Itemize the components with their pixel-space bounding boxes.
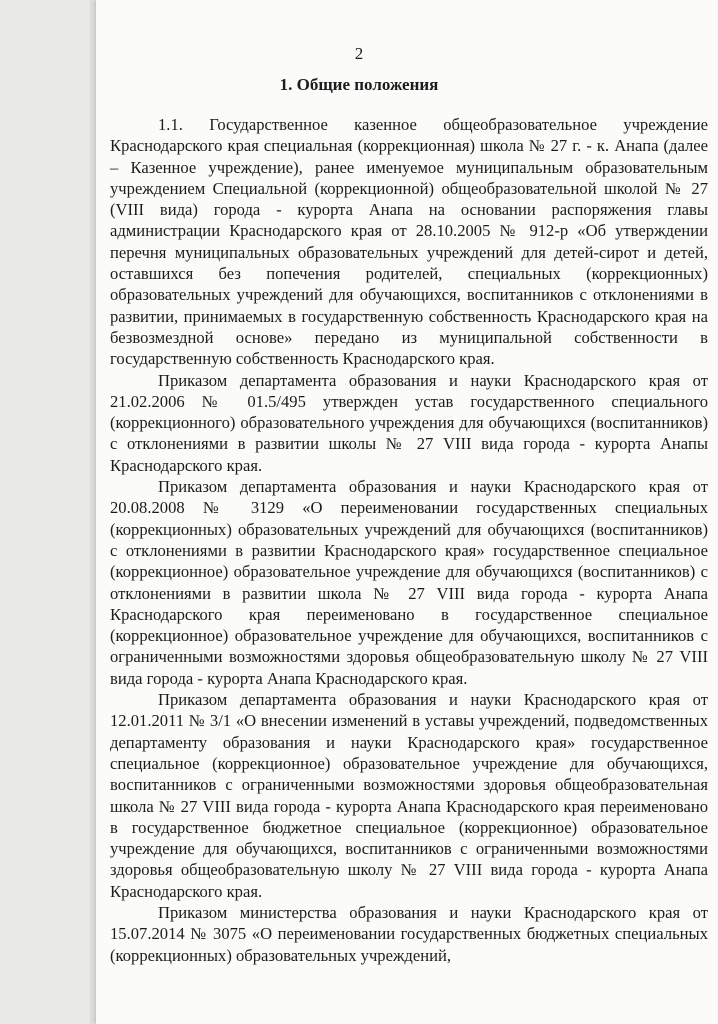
page-number: 2 xyxy=(354,44,364,63)
paragraph-order-2006: Приказом департамента образования и науки Краснодарского края от 21.02.2006 № 01.5/495 утвержден устав государственного специального (коррекционного) образовательного учреждения для обучающихся (воспитанников) с отклонениями в развитии школы № 27 VIII вида города - курорта Анапы Краснодарского края. xyxy=(110,370,708,475)
document-body xyxy=(110,114,708,966)
section-heading: 1. Общие положения xyxy=(279,75,439,94)
paragraph-1-1: 1.1. Государственное казенное общеобразовательное учреждение Краснодарского края специальная (коррекционная) школа № 27 г. - к. Анапа (далее – Казенное учреждение), ранее именуемое муниципальным образовательным учреждением Специальной (коррекционной) общеобразовательной школой № 27 (VIII вида) города - курорта Анапа на основании распоряжения главы администрации Краснодарского края от 28.10.2005 № 912-р «Об утверждении перечня муниципальных образовательных учреждений для детей-сирот и детей, оставшихся без попечения родителей, специальных (коррекционных) образовательных учреждений для обучающихся, воспитанников с отклонениями в развитии, принимаемых в государственную собственность Краснодарского края на безвозмездной основе» передано из муниципальной собственности в государственную собственность Краснодарского края. xyxy=(110,115,708,369)
paragraph-order-2014: Приказом министерства образования и науки Краснодарского края от 15.07.2014 № 3075 «О переименовании государственных бюджетных специальных (коррекционных) образовательных учреждений, xyxy=(110,902,708,965)
paragraph-order-2008: Приказом департамента образования и науки Краснодарского края от 20.08.2008 № 3129 «О переименовании государственных специальных (коррекционных) образовательных учреждений для обучающихся (воспитанников) с отклонениями в развитии Краснодарского края» государственное специальное (коррекционное) образовательное учреждение для обучающихся (воспитанников) с отклонениями в развитии школа № 27 VIII вида города - курорта Анапа Краснодарского края переименовано в государственное специальное (коррекционное) образовательное учреждение для обучающихся, воспитанников с ограниченными возможностями здоровья общеобразовательную школу № 27 VIII вида города - курорта Анапа Краснодарского края. xyxy=(110,477,708,688)
paragraph-order-2011: Приказом департамента образования и науки Краснодарского края от 12.01.2011 № 3/1 «О внесении изменений в уставы учреждений, подведомственных департаменту образования и науки Краснодарского края» государственное специальное (коррекционное) образовательное учреждение для обучающихся, воспитанников с ограниченными возможностями здоровья общеобразовательная школа № 27 VIII вида города - курорта Анапа Краснодарского края переименовано в государственное бюджетное специальное (коррекционное) образовательное учреждение для обучающихся, воспитанников с ограниченными возможностями здоровья общеобразовательную школу № 27 VIII вида города - курорта Анапа Краснодарского края. xyxy=(110,690,708,901)
